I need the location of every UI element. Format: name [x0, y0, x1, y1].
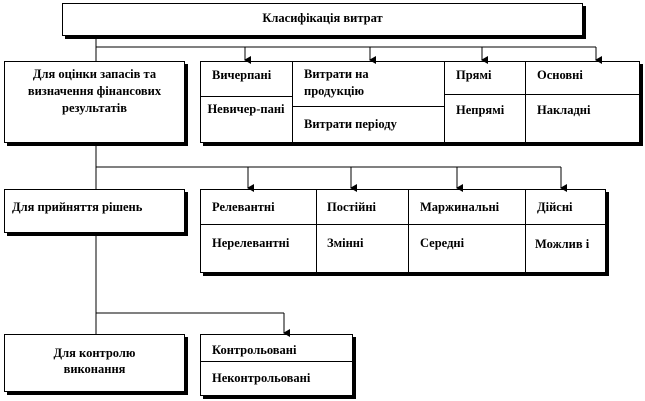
g1-c4b: Накладні [537, 103, 591, 117]
g1-divider-h3 [444, 94, 640, 95]
g1-divider-v2 [444, 61, 445, 143]
g1-divider-h2 [292, 106, 444, 107]
left-decisions-text: Для прийняття рішень [12, 200, 143, 214]
g3-a: Контрольовані [212, 343, 297, 357]
left-control-text: Для контролю виконання [53, 346, 136, 376]
g1-c2a: Витрати на продукцію [304, 67, 369, 98]
g2-divider-h1 [200, 224, 606, 225]
g1-divider-v3 [525, 61, 526, 143]
g1-divider-v1 [292, 61, 293, 143]
g2-c2a: Постійні [327, 200, 377, 214]
g1-c3a: Прямі [456, 68, 492, 82]
left-stocks-text: Для оцінки запасів та визначення фінансових результатів [27, 67, 162, 115]
g2-c4a: Дійсні [537, 200, 573, 214]
g1-c3b: Непрямі [456, 103, 505, 117]
title-text: Класифікація витрат [262, 11, 383, 25]
g2-divider-v1 [316, 189, 317, 273]
g1-divider-h1 [200, 96, 292, 97]
g2-c3a: Маржинальні [420, 200, 500, 214]
g1-c1b: Невичер-пані [207, 102, 285, 116]
g1-c2b: Витрати періоду [304, 117, 397, 131]
g1-c4a: Основні [537, 68, 583, 82]
g2-divider-v3 [525, 189, 526, 273]
g2-c3b: Середні [420, 236, 465, 250]
g3-divider-h1 [200, 361, 353, 362]
g2-c1a: Релевантні [212, 200, 275, 214]
g1-c1a: Вичерпані [212, 68, 272, 82]
g2-divider-v2 [408, 189, 409, 273]
g2-c1b: Нерелевантні [212, 236, 290, 250]
g2-c4b: Можлив і [535, 237, 590, 251]
g2-c2b: Змінні [327, 236, 364, 250]
g3-b: Неконтрольовані [212, 371, 311, 385]
